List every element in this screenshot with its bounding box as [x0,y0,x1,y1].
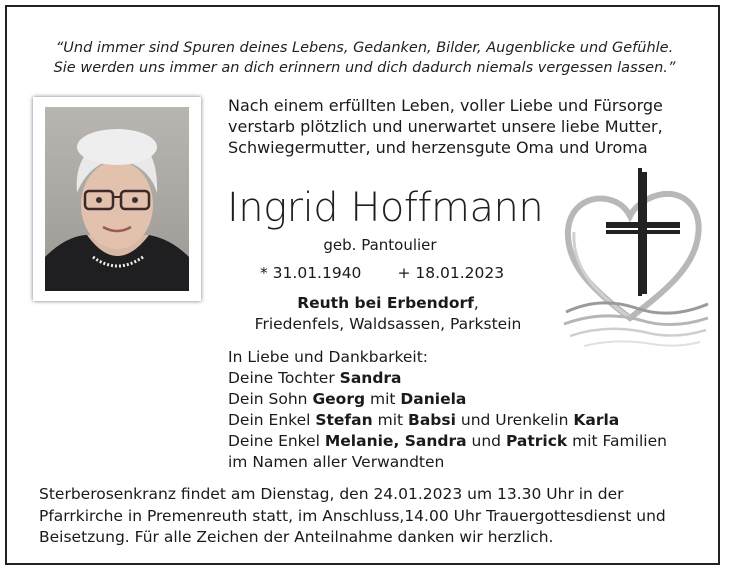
portrait-photo [33,97,201,301]
places [228,293,548,335]
son-with: mit [365,390,401,408]
grandchildren-names: Melanie, Sandra [324,432,467,450]
place-main-suffix: , [473,294,479,312]
life-dates [260,264,504,282]
grandchildren-prefix: Deine Enkel [228,432,325,450]
service-line-2: Pfarrkirche in Premenreuth statt, im Anschluss,14.00 Uhr Trauergottesdienst und [39,506,666,525]
intro-line-3: Schwiegermutter, und herzensgute Oma und Uroma [228,138,648,157]
family-son [228,389,667,410]
cross-heart-icon [560,168,710,353]
service-line-3: Beisetzung. Für alle Zeichen der Anteilnahme danken wir herzlich. [39,528,554,546]
grandchildren-suffix: mit Familien [567,432,667,450]
death-date: + 18.01.2023 [397,264,505,282]
quote [0,38,729,78]
place-main: Reuth bei Erbendorf [297,294,474,312]
intro-line-1: Nach einem erfüllten Leben, voller Liebe und Fürsorge [228,96,663,115]
grandson-name: Stefan [315,411,373,429]
intro-text [228,95,663,158]
grandchildren-and: und [466,432,506,450]
son-partner-name: Daniela [400,390,467,408]
grandson-with: mit [372,411,409,429]
intro-line-2: verstarb plötzlich und unerwartet unsere liebe Mutter, [228,117,663,136]
place-main-line [228,293,548,314]
greatgrand-prefix: und Urenkelin [455,411,574,429]
greatgrand-name: Karla [573,411,620,429]
daughter-name: Sandra [339,369,402,387]
family-relatives: im Namen aller Verwandten [228,453,445,471]
son-name: Georg [312,390,366,408]
grandson-partner-name: Babsi [408,411,456,429]
birth-date: * 31.01.1940 [260,264,362,282]
quote-line-1: “Und immer sind Spuren deines Lebens, Gedanken, Bilder, Augenblicke und Gefühle. [55,40,674,56]
deceased-name: Ingrid Hoffmann [227,185,544,231]
family-intro: In Liebe und Dankbarkeit: [228,348,429,366]
family-grandchildren [228,431,667,452]
grandson-prefix: Dein Enkel [228,411,316,429]
service-line-1: Sterberosenkranz findet am Dienstag, den 24.01.2023 um 13.30 Uhr in der [39,485,624,503]
service-info [39,484,666,549]
grandchild-last-name: Patrick [505,432,568,450]
family-list [228,347,667,473]
quote-line-2: Sie werden uns immer an dich erinnern und dich dadurch niemals vergessen lassen.” [53,60,676,76]
portrait-image [45,107,189,291]
place-others: Friedenfels, Waldsassen, Parkstein [254,315,522,333]
maiden-name: geb. Pantoulier [323,236,437,254]
family-grandson [228,410,667,431]
daughter-prefix: Deine Tochter [228,369,340,387]
son-prefix: Dein Sohn [228,390,313,408]
family-daughter [228,368,667,389]
